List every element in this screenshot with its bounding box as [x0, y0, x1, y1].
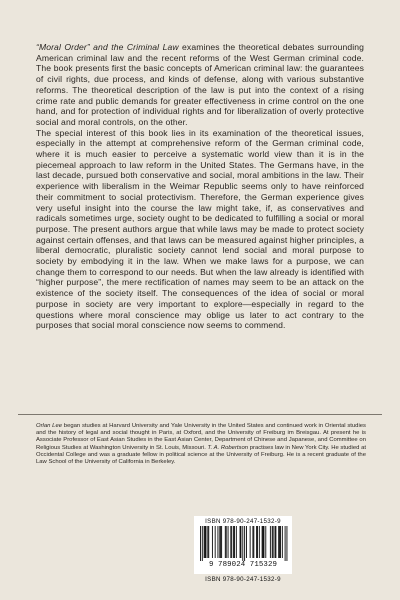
barcode-bar [253, 526, 254, 558]
barcode-bar [206, 526, 207, 558]
barcode-bar [262, 526, 263, 558]
barcode-bar [225, 526, 226, 558]
barcode-bar [212, 526, 213, 558]
barcode-bar [231, 526, 232, 558]
barcode-bar [285, 526, 286, 561]
author-bio-1: began studies at Harvard University and Yale University in the United States and continued work in Oriental studies and the history of legal and social thought in Paris, at Oxford, and the University of Freiburg im Breisgau. At present he is Associate Professor of East Asian Studies in the East Asian Center, Department of Chinese and Japanese, and Committee on Religious Studies at Washington University in St. Louis, Missouri. [36, 423, 366, 451]
barcode-bar [250, 526, 251, 558]
barcode-bar [279, 526, 280, 558]
section-divider [18, 414, 382, 415]
description-paragraph-2: The special interest of this book lies in its examination of the theoretical issues, especially in the attempt at comprehensive reform of the German criminal code, where it is much easier to perceive a systematic world view than it is in the piecemeal approach to law reform in the United States. The Germans have, in the last decade, pursued both conservative and social, moral ambitions in the law. Their experience with liberalism in the Weimar Republic seems only to have reinforced their commitment to social protectivism. Therefore, the German experience gives very useful insight into the course the law might take, if, as conservatives and radicals sometimes urge, society ought to be dedicated to fulfilling a social or moral purpose. The present authors argue that while laws may be made to protect society against certain offenses, and that laws can be measured against higher principles, a liberal democratic, pluralistic society cannot lend social and moral purpose to society by embodying it in the law. When we make laws for a purpose, we can change them to correspond to our needs. But when the law already is identified with “higher purpose”, the mere rectification of names may seem to be an attack on the existence of the society itself. The consequences of the idea of social or moral purpose in society are very important to explore—especially in regard to the questions where moral conscience may oblige us later to act contrary to the purposes that social moral conscience now seems to commend. [36, 127, 364, 331]
author-name-2: T. A. Robertson [207, 444, 249, 451]
barcode-bar [234, 526, 235, 558]
barcode-bar [220, 526, 221, 558]
barcode-bar [242, 526, 243, 561]
barcode-bar [228, 526, 229, 558]
ean-digits: 9 789024 715329 [208, 561, 278, 569]
barcode-bar [256, 526, 257, 558]
barcode-bar [217, 526, 218, 558]
ean-barcode [197, 526, 289, 561]
isbn-label-bottom: ISBN 978-90-247-1532-9 [205, 576, 281, 583]
author-bio-text [36, 423, 366, 466]
barcode-bar [280, 526, 281, 558]
barcode-bar [265, 526, 266, 558]
barcode-graphic [197, 526, 289, 561]
barcode-bar [252, 526, 253, 558]
barcode-bar [221, 526, 222, 558]
barcode-bar [200, 526, 201, 561]
barcode-bar [263, 526, 264, 558]
barcode-block [194, 516, 292, 574]
barcode-bar [236, 526, 237, 558]
description-paragraph-1-text: examines the theoretical debates surrounding American criminal law and the recent reforms of the West German criminal code. The book presents first the basic concepts of American criminal law: the guarantees of civil rights, due process, and kinds of defense, along with various substantive reforms. The theoretical description of the law is put into the context of a rising crime rate and public demands for greater effectiveness in crime control on the one hand, and for protection of individual rights and for liberalization of overly protective social and moral controls, on the other. [36, 42, 364, 127]
book-description [36, 42, 364, 331]
barcode-bar [230, 526, 231, 558]
barcode-bar [275, 526, 276, 558]
barcode-bar [205, 526, 206, 558]
barcode-bar [240, 526, 241, 558]
barcode-bar [208, 526, 209, 558]
barcode-bar [257, 526, 258, 558]
barcode-bar [286, 526, 287, 561]
barcode-bar [226, 526, 227, 558]
barcode-bar [202, 526, 203, 561]
barcode-bar [278, 526, 279, 558]
description-paragraph-1 [36, 42, 364, 128]
barcode-bar [244, 526, 245, 561]
author-biographies [36, 423, 366, 466]
barcode-bar [273, 526, 274, 558]
barcode-bar [219, 526, 220, 558]
barcode-bar [272, 526, 273, 558]
barcode-bar [282, 526, 283, 558]
author-bio-2: practises law in New York City. He studied at Occidental College and was a graduate fellow in political science at the University of Freiburg. He is a recent graduate of the Law School of the University of California in Berkeley. [36, 444, 366, 466]
barcode-bar [270, 526, 271, 558]
barcode-bar [246, 526, 247, 558]
barcode-bar [207, 526, 208, 558]
barcode-bar [263, 526, 264, 558]
barcode-bar [275, 526, 276, 558]
book-title-inline: “Moral Order” and the Criminal Law [36, 42, 179, 52]
barcode-bar [240, 526, 241, 558]
barcode-bar [204, 526, 205, 558]
author-name-1: Orlan Lee [36, 423, 63, 429]
barcode-bar [215, 526, 216, 558]
barcode-bar [233, 526, 234, 558]
barcode-bar [259, 526, 260, 558]
isbn-label-top: ISBN 978-90-247-1532-9 [205, 518, 281, 525]
